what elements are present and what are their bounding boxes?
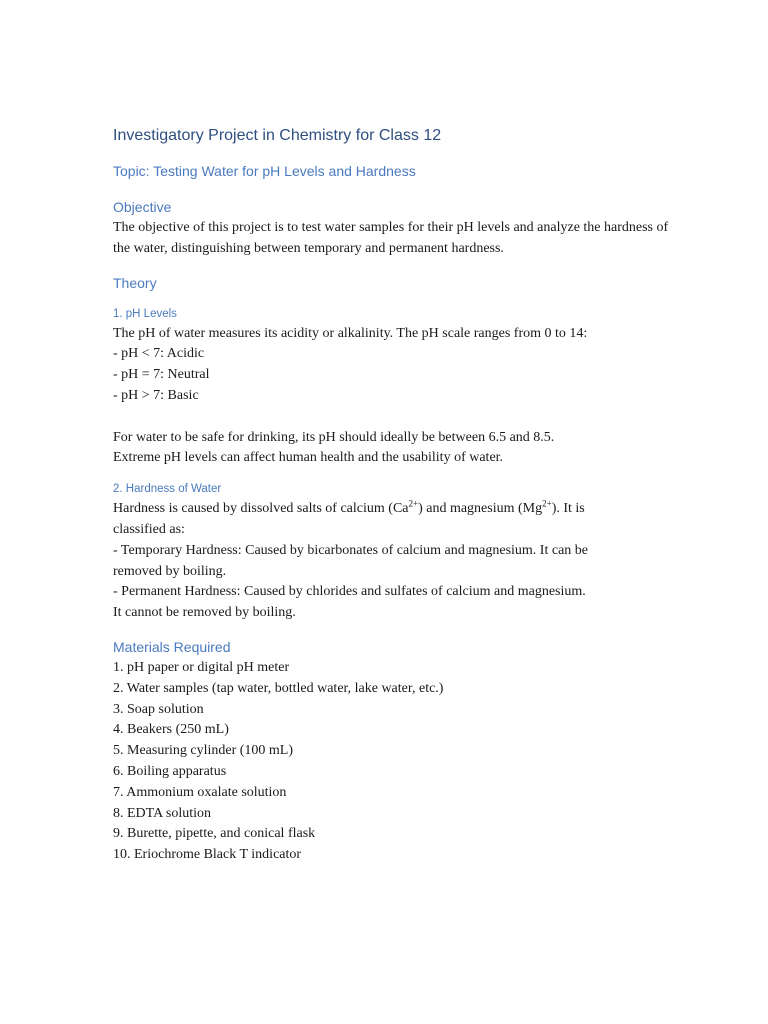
list-item: 8. EDTA solution xyxy=(113,805,212,821)
materials-list xyxy=(113,658,673,866)
permanent-hardness-line-1: - Permanent Hardness: Caused by chlorides and sulfates of calcium and magnesium. xyxy=(113,584,586,600)
topic-heading: Topic: Testing Water for pH Levels and Hardness xyxy=(113,163,416,179)
list-item: 7. Ammonium oxalate solution xyxy=(113,784,287,800)
hardness-intro-line-1 xyxy=(113,499,673,520)
ph-levels-heading: 1. pH Levels xyxy=(113,307,177,320)
theory-heading: Theory xyxy=(113,274,157,291)
document-title: Investigatory Project in Chemistry for Class 12 xyxy=(113,127,442,144)
list-item: 6. Boiling apparatus xyxy=(113,763,227,779)
list-item: 10. Eriochrome Black T indicator xyxy=(113,847,302,863)
ph-intro: The pH of water measures its acidity or alkalinity. The pH scale ranges from 0 to 14: xyxy=(113,325,588,341)
ph-para-line-1: For water to be safe for drinking, its pH should ideally be between 6.5 and 8.5. xyxy=(113,429,555,445)
magnesium-charge: 2+ xyxy=(542,498,552,509)
hardness-intro-post: ). It is xyxy=(551,501,585,517)
list-item: 4. Beakers (250 mL) xyxy=(113,722,229,738)
permanent-hardness-line-2: It cannot be removed by boiling. xyxy=(113,605,296,621)
temporary-hardness-line-2: removed by boiling. xyxy=(113,563,227,579)
list-item: 1. pH paper or digital pH meter xyxy=(113,659,290,675)
hardness-intro-mid: ) and magnesium (Mg xyxy=(418,501,543,517)
objective-heading: Objective xyxy=(113,199,172,215)
materials-heading: Materials Required xyxy=(113,638,231,655)
ph-item-acidic: - pH < 7: Acidic xyxy=(113,346,205,362)
list-item: 9. Burette, pipette, and conical flask xyxy=(113,826,316,842)
ph-para-line-2: Extreme pH levels can affect human health and the usability of water. xyxy=(113,450,504,466)
list-item: 5. Measuring cylinder (100 mL) xyxy=(113,743,294,759)
ph-levels-section xyxy=(113,324,673,470)
objective-text: The objective of this project is to test water samples for their pH levels and analyze the hardness of the water, distinguishing between temporary and permanent hardness. xyxy=(113,220,669,256)
ph-item-neutral: - pH = 7: Neutral xyxy=(113,367,210,383)
temporary-hardness-line-1: - Temporary Hardness: Caused by bicarbonates of calcium and magnesium. It can be xyxy=(113,542,588,558)
hardness-section xyxy=(113,499,673,624)
list-item: 3. Soap solution xyxy=(113,701,204,717)
hardness-intro-pre: Hardness is caused by dissolved salts of calcium (Ca xyxy=(113,501,409,517)
ph-item-basic: - pH > 7: Basic xyxy=(113,387,199,403)
hardness-intro-line-2: classified as: xyxy=(113,521,185,537)
calcium-charge: 2+ xyxy=(408,498,419,509)
hardness-heading: 2. Hardness of Water xyxy=(113,483,222,496)
document-page xyxy=(113,124,673,866)
list-item: 2. Water samples (tap water, bottled water, lake water, etc.) xyxy=(113,680,444,696)
